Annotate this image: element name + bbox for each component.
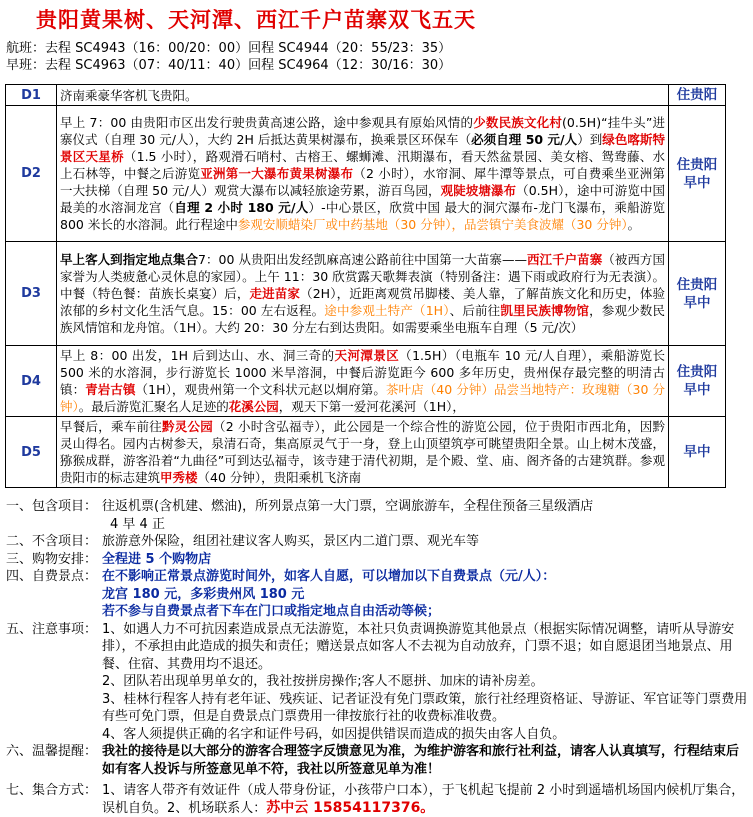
note-optional: 四、自费景点： 在不影响正常景点游览时间外，如客人自愿，可以增加以下自费景点（元/人）：	[6, 569, 556, 584]
note-excluded: 二、不含项目： 旅游意外保险，组团社建议客人购买，景区内二道门票、观光车等	[6, 534, 480, 549]
flight-line-2: 早班：去程 SC4963（07：40/11：40）回程 SC4964（12：30/16：30）	[6, 58, 452, 73]
day-stay: 住贵阳 早中	[669, 346, 726, 417]
note-shopping: 三、购物安排： 全程进 5 个购物店	[6, 551, 212, 567]
note-attention-1: 1、如遇人力不可抗因素造成景点无法游览，本社只负责调换游览其他景点（根据实际情况调整，请听从导游安排），不承担由此造成的损失和责任；赠送景点如客人不去视为自动放弃，门票不退；如自愿退团当地景点、用餐、住宿、其费用均不退还。	[102, 621, 735, 672]
day-label: D5	[6, 417, 57, 488]
day-stay: 住贵阳 早中	[669, 242, 726, 346]
note-assembly: 七、集合方式： 1、请客人带齐有效证件（成人带身份证，小孩带户口本），于飞机起飞提前 2 小时到遥墙机场国内候机厅集合，误机自负。2、机场联系人：苏中云 15854117376。	[6, 783, 745, 816]
flight-line-1: 航班：去程 SC4943（16：00/20：00）回程 SC4944（20：55/23：35）	[6, 41, 452, 56]
note-optional-wait: 若不参与自费景点者下车在门口或指定地点自由活动等候；	[102, 604, 441, 619]
note-included: 一、包含项目： 往返机票(含机建、燃油)，所列景点第一大门票，空调旅游车，全程住预备三星级酒店	[6, 499, 594, 514]
note-optional-prices: 龙宫 180 元，多彩贵州风 180 元	[102, 586, 305, 602]
itinerary-table	[5, 84, 726, 488]
table-row	[6, 106, 726, 242]
page-title: 贵阳黄果树、天河潭、西江千户苗寨双飞五天	[36, 7, 476, 32]
day-label: D3	[6, 242, 57, 346]
day-description: 早上 8：00 出发，1H 后到达山、水、洞三奇的天河潭景区（1.5H）（电瓶车 10 元/人自理），乘船游览长 500 米的水溶洞，步行游览长 1000 米旱溶洞，中餐后游览距今 600 多年历史，贵州保存最完整的明清古镇：青岩古镇（1H），观贵州第一个文科状元赵以炯府第。茶叶店（40 分钟）品尝当地特产：玫瑰糖（30 分钟）。最后游览汇聚名人足迹的花溪公园，观天下第一爱河花溪河（1H），	[57, 346, 669, 417]
day-description: 早上客人到指定地点集合7：00 从贵阳出发经凯麻高速公路前往中国第一大苗寨——西江千户苗寨（被西方国家誉为人类疲惫心灵休息的家园）。上午 11：30 欣赏露天歌舞表演（特别备注：遇下雨或政府行为无表演）。中餐（特色餐：苗族长桌宴）后，走进苗家（2H），近距离观赏吊脚楼、美人靠，了解苗族文化和历史，体验浓郁的乡村文化生活气息。15：00 左右返程。途中参观土特产（1H）、后前往凯里民族博物馆，参观少数民族风情馆和龙舟馆。（1H）。大约 20：30 分左右到达贵阳。如需要乘坐电瓶车自理（5 元/次）	[57, 242, 669, 346]
note-attention-3: 3、桂林行程客人持有老年证、残疾证、记者证没有免门票政策，旅行社经理资格证、导游证、军官证等门票费用有些可免门票，但是自费景点门票费用一律按旅行社的收费标准收费。	[102, 691, 748, 724]
day-description: 早上 7：00 由贵阳市区出发行驶贵黄高速公路，途中参观具有原始风情的少数民族文化村(0.5H)“挂牛头”进寨仪式（自理 30 元/人），大约 2H 后抵达黄果树瀑布，换乘景区环保车（必须自理 50 元/人）到绿色喀斯特景区天星桥（1.5 小时），路观滑石哨村、古榕王、螺蛳滩、汛期瀑布，看天然盆景园、美女榕、鸳鸯藤、水上石林等，中餐之后游览亚洲第一大瀑布黄果树瀑布（2 小时），水帘洞、犀牛潭等景点，可自费乘坐亚洲第一大扶梯（自理 50 元/人）观赏大瀑布以减轻旅途劳累，游百鸟园，观陡坡塘瀑布（0.5H），途中可游览中国最美的水溶洞龙宫（自理 2 小时 180 元/人）-中心景区，欣赏中国 最大的洞穴瀑布-龙门飞瀑布，乘船游览 800 米长的水溶洞。此行程途中参观安顺蜡染厂或中药基地（30 分钟），品尝镇宁美食波耀（30 分钟）。	[57, 106, 669, 242]
day-stay: 早中	[669, 417, 726, 488]
note-attention-2: 2、团队若出现单男单女的，我社按拼房操作;客人不愿拼、加床的请补房差。	[102, 674, 544, 689]
day-label: D4	[6, 346, 57, 417]
table-row	[6, 242, 726, 346]
day-stay: 住贵阳 早中	[669, 106, 726, 242]
table-row	[6, 417, 726, 488]
day-description: 济南乘豪华客机飞贵阳。	[57, 85, 669, 106]
day-label: D1	[6, 85, 57, 106]
note-attention: 五、注意事项： 1、如遇人力不可抗因素造成景点无法游览，本社只负责调换游览其他景点（根据实际情况调整，请听从导游安排），不承担由此造成的损失和责任；赠送景点如客人不去视为自动放弃，门票不退；如自愿退团当地景点、用餐、住宿、其费用均不退还。 2、团队若出现单男单女的，我社按拼房操作;客人不愿拼、加床的请补房差。 3、桂林行程客人持有老年证、残疾证、记者证没有免门票政策，旅行社经理资格证、导游证、军官证等门票费用有些可免门票，但是自费景点门票费用一律按旅行社的收费标准收费。 4、客人须提供正确的名字和证件号码，如因提供错误而造成的损失由客人自负。	[6, 621, 748, 742]
contact-person: 苏中云 15854117376。	[266, 799, 435, 816]
note-reminder: 六、温馨提醒： 我社的接待是以大部分的游客合理签字反馈意见为准，为维护游客和旅行社利益，请客人认真填写，行程结束后如有客人投诉与所签意见单不符，我社以所签意见单为准！	[6, 744, 740, 777]
note-included-meals: 4 早 4 正	[110, 516, 165, 532]
day-description: 早餐后，乘车前往黔灵公园（2 小时含弘福寺），此公园是一个综合性的游览公园，位于贵阳市西北角，因黔灵山得名。园内古树参天，泉清石奇，集高原灵气于一身，登上山顶望筑亭可眺望贵阳全景。山上树木茂盛，猕猴成群，游客沿着“九曲径”可到达弘福寺，该寺建于清代初期，是个殿、堂、庙、阁齐备的古建筑群。参观贵阳市的标志建筑甲秀楼（40 分钟），贵阳乘机飞济南	[57, 417, 669, 488]
day-stay: 住贵阳	[669, 85, 726, 106]
note-attention-4: 4、客人须提供正确的名字和证件号码，如因提供错误而造成的损失由客人自负。	[102, 726, 566, 742]
notes-section	[6, 498, 748, 817]
table-row	[6, 346, 726, 417]
day-label: D2	[6, 106, 57, 242]
table-row	[6, 85, 726, 106]
